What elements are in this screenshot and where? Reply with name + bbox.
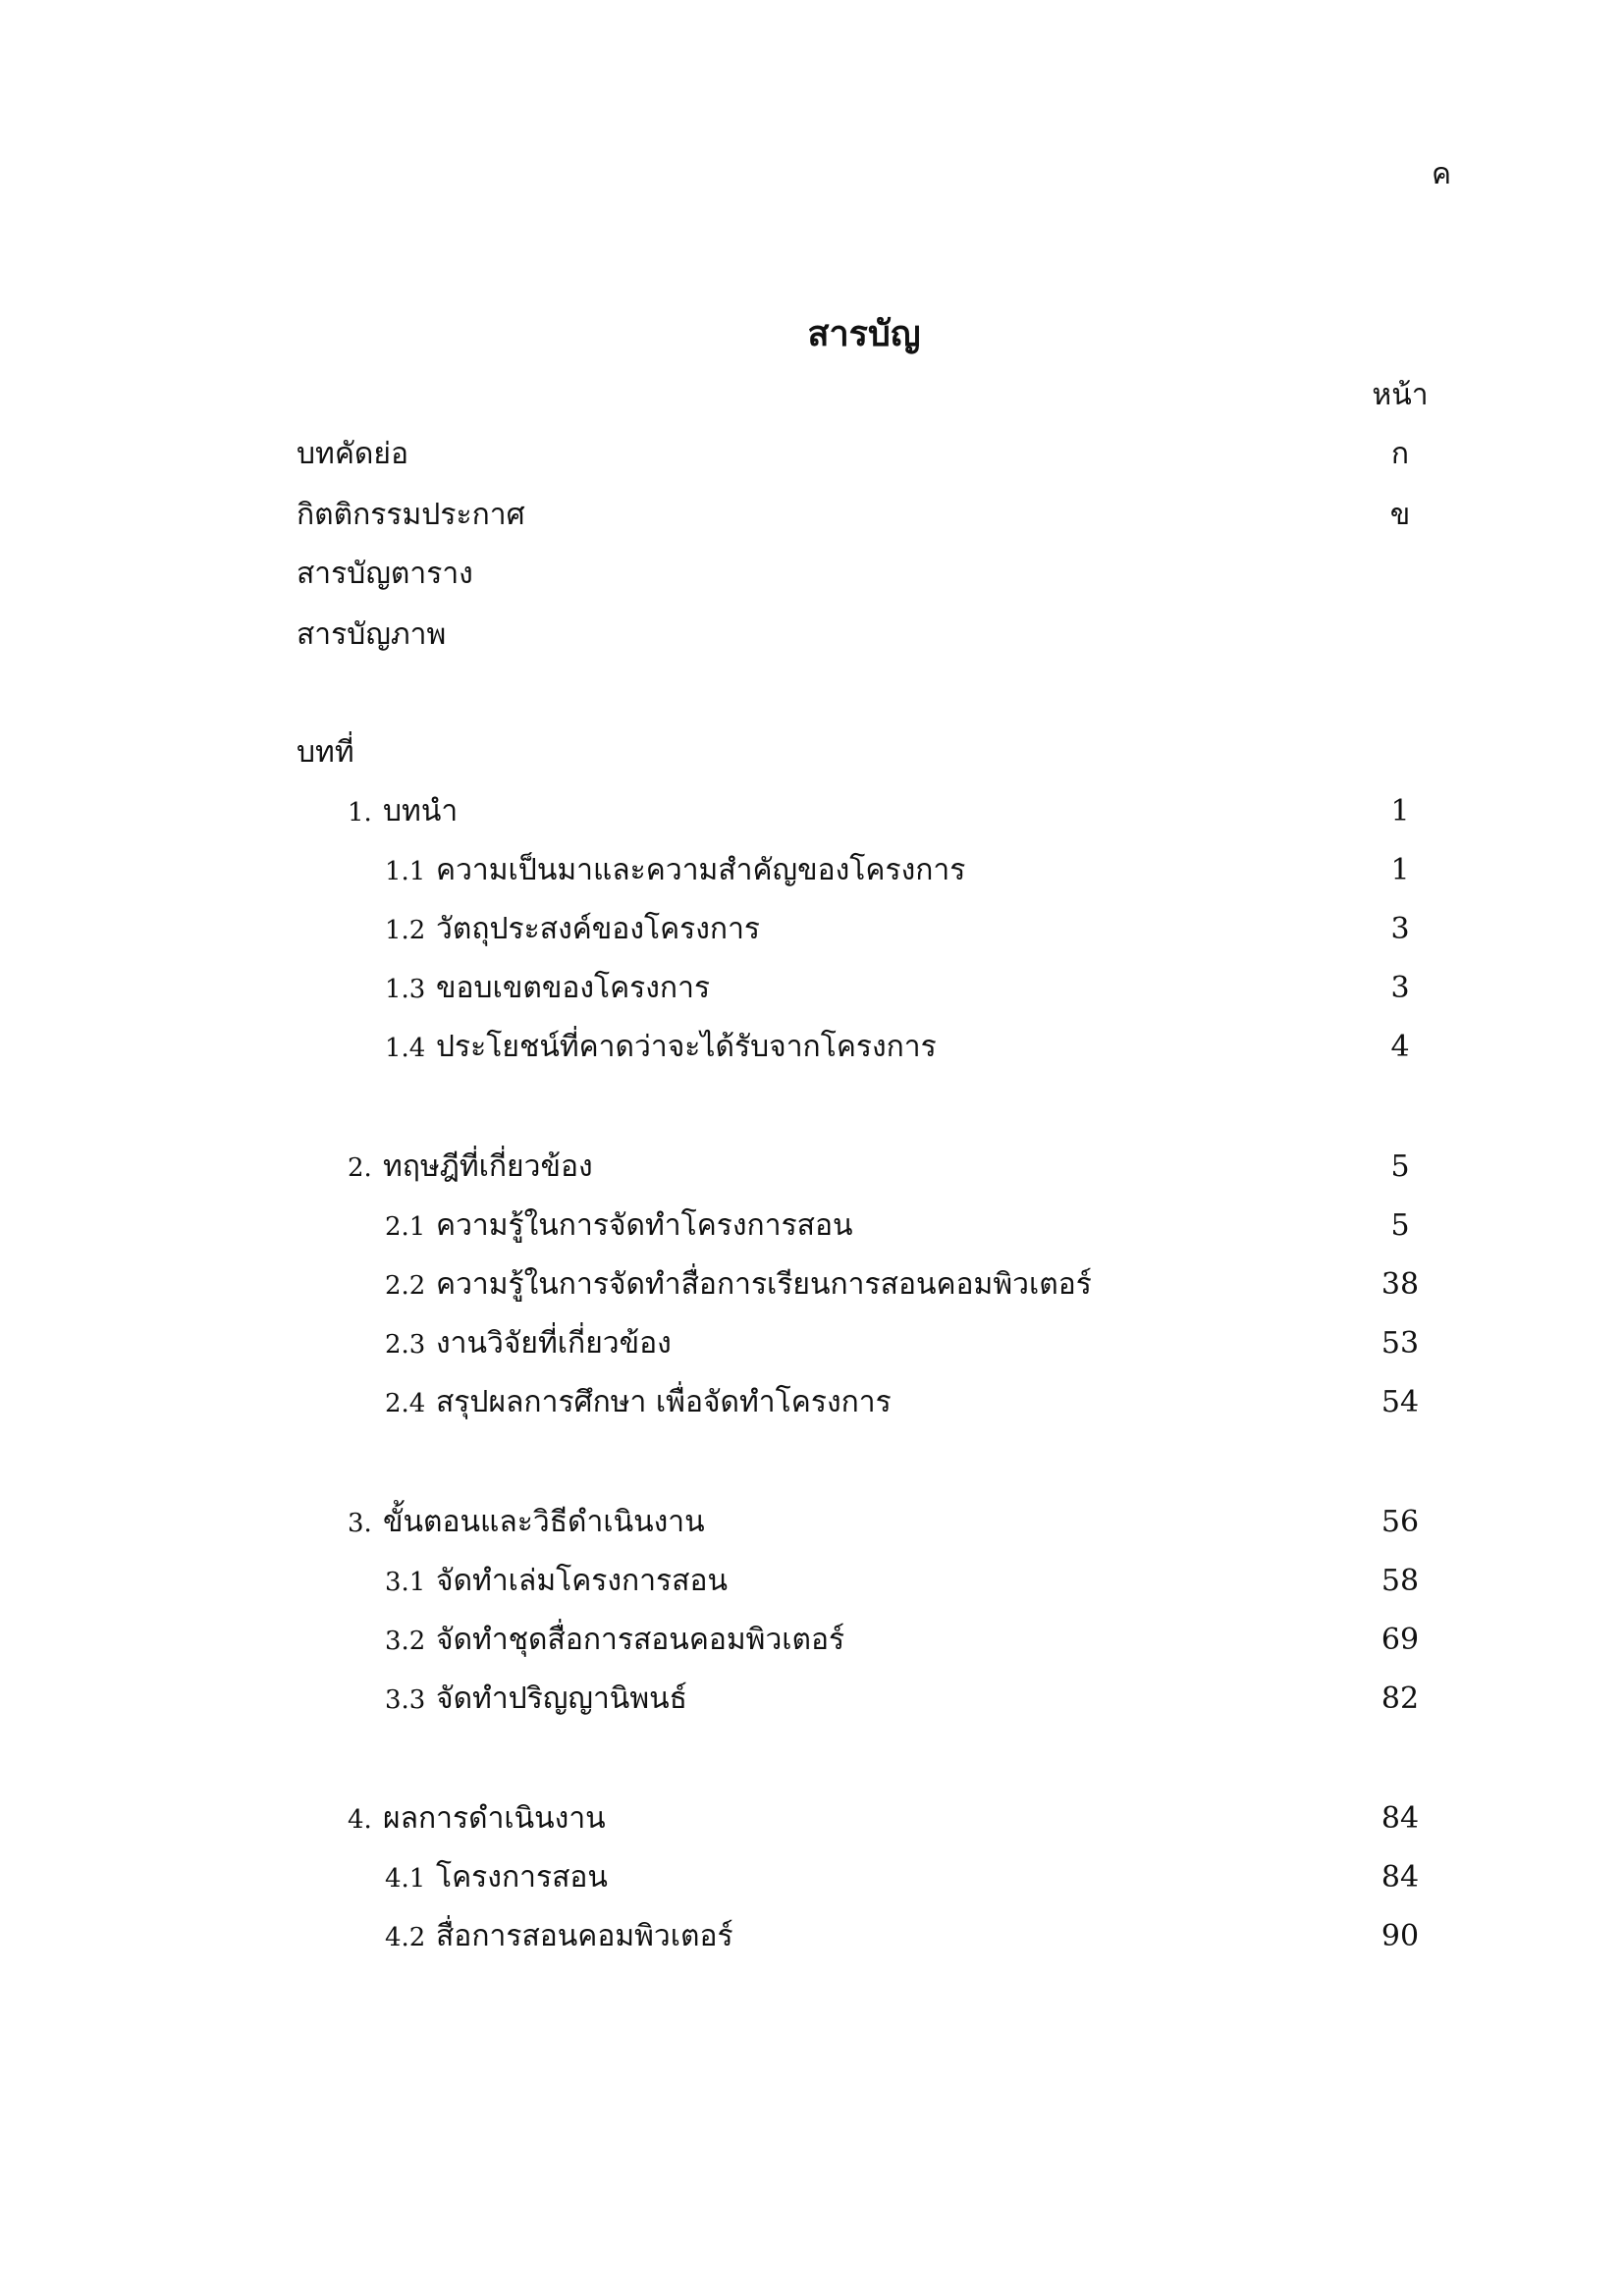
chapter-label: ทฤษฎีที่เกี่ยวข้อง [383,1149,593,1184]
toc-entry-acknowledgement[interactable] [297,491,525,540]
toc-entry-page: 38 [1380,1267,1420,1302]
toc-entry-page: 4 [1390,1030,1410,1064]
chapter-number: 2. [348,1153,372,1183]
toc-section-2-2[interactable] [385,1260,1092,1309]
toc-entry-page: ข [1389,498,1411,532]
chapter-number: 3. [348,1509,372,1538]
section-label: จัดทำปริญญานิพนธ์ [436,1682,687,1716]
toc-entry-page: 56 [1380,1505,1420,1539]
toc-entry-page: 5 [1390,1149,1410,1184]
toc-entry-label: กิตติกรรมประกาศ [297,498,525,532]
section-label: วัตถุประสงค์ของโครงการ [436,912,761,946]
chapters-heading: บทที่ [297,735,354,770]
section-number: 3.2 [385,1627,426,1656]
section-number: 3.3 [385,1685,426,1715]
toc-entry-label: บทคัดย่อ [297,437,408,471]
section-label: สรุปผลการศึกษา เพื่อจัดทำโครงการ [436,1385,892,1419]
toc-entry-label: สารบัญตาราง [297,557,473,591]
section-label: จัดทำเล่มโครงการสอน [436,1564,728,1598]
toc-chapter-1[interactable] [348,787,458,836]
toc-entry-page: 1 [1390,794,1410,828]
section-number: 2.4 [385,1389,426,1418]
toc-entry-page: 1 [1390,853,1410,887]
section-number: 1.3 [385,975,426,1004]
toc-section-2-4[interactable] [385,1378,892,1427]
section-number: 2.3 [385,1330,426,1360]
toc-section-1-1[interactable] [385,846,965,895]
toc-entry-page: 54 [1380,1385,1420,1419]
toc-section-4-1[interactable] [385,1853,608,1902]
chapter-label: ผลการดำเนินงาน [383,1801,606,1836]
chapter-label: บทนำ [383,794,459,828]
toc-chapter-3[interactable] [348,1498,705,1547]
toc-entry-list-of-tables[interactable] [297,550,473,599]
toc-entry-page: 3 [1390,912,1410,946]
toc-entry-page: 53 [1380,1326,1420,1361]
toc-entry-label: สารบัญภาพ [297,617,447,652]
section-number: 2.1 [385,1212,426,1242]
section-label: ประโยชน์ที่คาดว่าจะได้รับจากโครงการ [436,1030,937,1064]
section-number: 4.1 [385,1864,426,1894]
page-title: สารบัญ [807,313,921,354]
toc-section-1-3[interactable] [385,964,710,1013]
section-number: 3.1 [385,1568,426,1597]
section-label: จัดทำชุดสื่อการสอนคอมพิวเตอร์ [436,1623,845,1657]
section-number: 1.4 [385,1034,426,1063]
toc-section-3-2[interactable] [385,1616,844,1665]
section-label: สื่อการสอนคอมพิวเตอร์ [436,1919,733,1953]
section-label: โครงการสอน [436,1860,608,1895]
section-label: ขอบเขตของโครงการ [436,971,711,1005]
section-label: ความเป็นมาและความสำคัญของโครงการ [436,853,966,887]
section-number: 4.2 [385,1923,426,1952]
toc-chapter-4[interactable] [348,1794,606,1843]
toc-entry-page: 69 [1380,1623,1420,1657]
toc-section-1-2[interactable] [385,905,760,954]
toc-entry-page: ก [1390,437,1410,471]
toc-entry-abstract[interactable] [297,430,408,479]
toc-entry-list-of-figures[interactable] [297,611,446,660]
section-label: ความรู้ในการจัดทำโครงการสอน [436,1208,853,1243]
toc-entry-page: 3 [1390,971,1410,1005]
toc-chapter-2[interactable] [348,1143,593,1192]
chapter-label: ขั้นตอนและวิธีดำเนินงาน [383,1505,705,1539]
section-number: 1.1 [385,857,426,886]
toc-section-3-1[interactable] [385,1557,728,1606]
toc-entry-page: 5 [1390,1208,1410,1243]
toc-section-2-1[interactable] [385,1201,853,1251]
section-number: 2.2 [385,1271,426,1301]
toc-section-1-4[interactable] [385,1023,937,1072]
section-label: ความรู้ในการจัดทำสื่อการเรียนการสอนคอมพิวเตอร์ [436,1267,1092,1302]
section-label: งานวิจัยที่เกี่ยวข้อง [436,1326,672,1361]
chapter-number: 4. [348,1805,372,1835]
toc-section-3-3[interactable] [385,1675,687,1724]
page-number: ค [1432,157,1452,191]
chapter-number: 1. [348,798,372,828]
page-column-header: หน้า [1372,378,1429,412]
toc-entry-page: 90 [1380,1919,1420,1953]
toc-entry-page: 58 [1380,1564,1420,1598]
toc-entry-page: 82 [1380,1682,1420,1716]
section-number: 1.2 [385,916,426,945]
toc-entry-page: 84 [1380,1860,1420,1895]
toc-section-4-2[interactable] [385,1912,733,1961]
toc-entry-page: 84 [1380,1801,1420,1836]
toc-section-2-3[interactable] [385,1319,672,1368]
